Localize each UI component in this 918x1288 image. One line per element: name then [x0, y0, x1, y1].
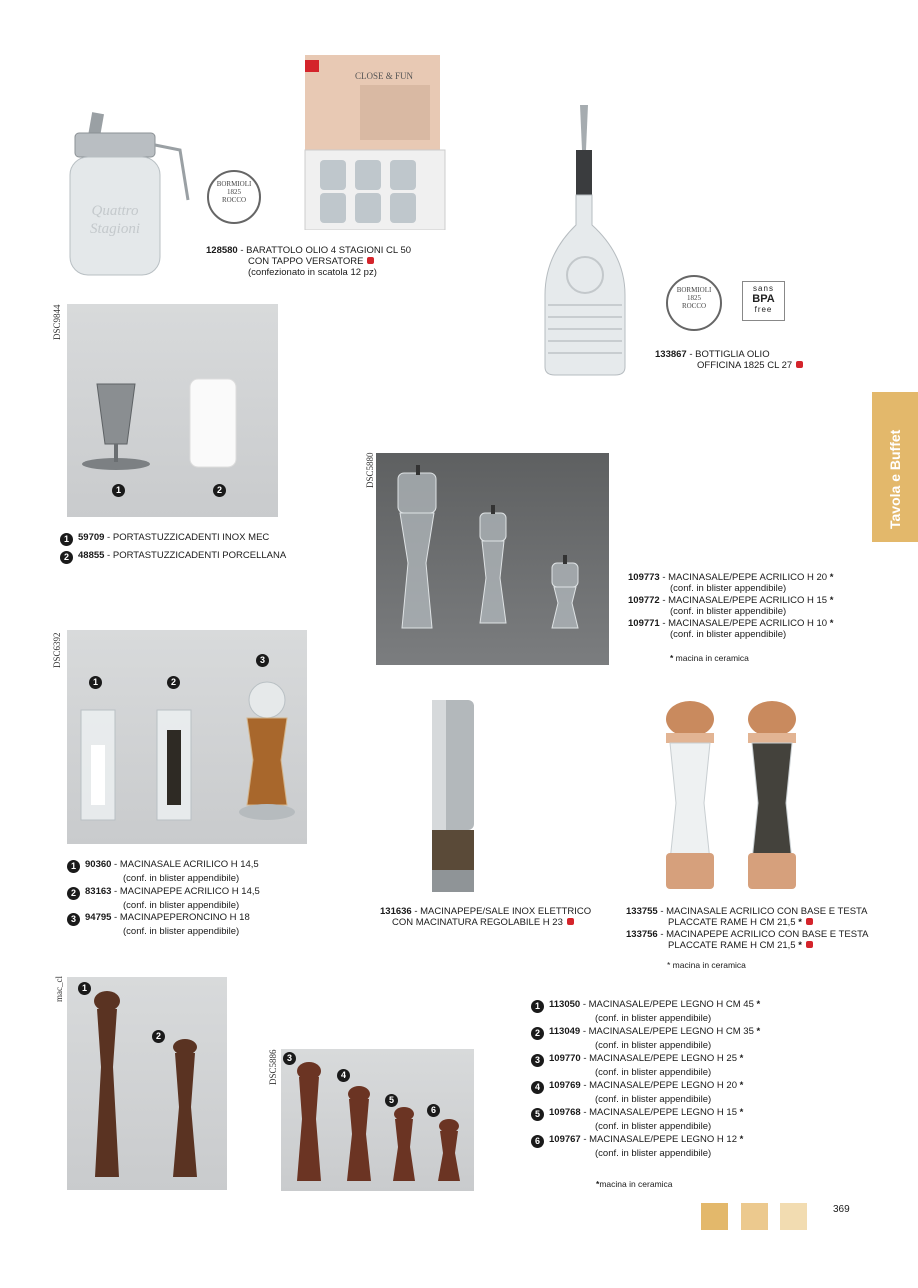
- ceramic-note: * macina in ceramica: [667, 960, 746, 970]
- marker-3: 3: [283, 1052, 296, 1065]
- electric-mill-image: [428, 698, 478, 895]
- caption-133867: 133867 - BOTTIGLIA OLIO OFFICINA 1825 CL 27: [655, 349, 803, 371]
- caption-toothpick-1: 1 59709 - PORTASTUZZICADENTI INOX MEC: [60, 532, 269, 546]
- photo-code-dsc6392: DSC6392: [52, 632, 62, 668]
- bormioli-stamp-2: BORMIOLI 1825 ROCCO: [666, 275, 722, 331]
- marker-6: 6: [427, 1104, 440, 1117]
- svg-text:Quattro: Quattro: [91, 203, 139, 219]
- section-tab: [872, 392, 918, 542]
- ceramic-note: *macina in ceramica: [596, 1179, 673, 1189]
- marker-5: 5: [385, 1094, 398, 1107]
- marker-1: 1: [112, 484, 125, 497]
- display-box-title: CLOSE & FUN: [355, 71, 414, 81]
- new-dot: [806, 918, 813, 925]
- copper-mills-image: [660, 693, 810, 893]
- photo-code-dsc9844: DSC9844: [52, 304, 62, 340]
- color-swatch-2: [741, 1203, 768, 1230]
- wood-mills-small-photo: [281, 1049, 474, 1191]
- color-swatch-1: [701, 1203, 728, 1230]
- small-mills-photo: [67, 630, 307, 844]
- wood-mills-tall-photo: [67, 977, 227, 1190]
- svg-text:Stagioni: Stagioni: [89, 221, 141, 237]
- ceramic-note: * macina in ceramica: [670, 653, 749, 663]
- caption-128580: 128580 - BARATTOLO OLIO 4 STAGIONI CL 50 CON TAPPO VERSATORE (confezionato in scatola 12 pz): [206, 245, 412, 278]
- marker-2: 2: [152, 1030, 165, 1043]
- acrylic-mills-photo: [376, 453, 609, 665]
- marker-3: 3: [256, 654, 269, 667]
- color-swatch-3: [780, 1203, 807, 1230]
- oil-jar-image: [60, 105, 195, 280]
- toothpick-photo: [67, 304, 278, 517]
- caption-toothpick-2: 2 48855 - PORTASTUZZICADENTI PORCELLANA: [60, 550, 286, 564]
- photo-code-dsc5880: DSC5880: [365, 452, 375, 488]
- bormioli-stamp: BORMIOLI 1825 ROCCO: [207, 170, 261, 224]
- new-dot: [567, 918, 574, 925]
- marker-1: 1: [89, 676, 102, 689]
- section-tab-label: Tavola e Buffet: [887, 429, 903, 529]
- marker-1: 1: [78, 982, 91, 995]
- display-box-image: [300, 55, 450, 230]
- bpa-free-badge: sans BPA free: [742, 281, 785, 321]
- oil-bottle-image: [540, 105, 630, 380]
- photo-code-mac-cl: mac_cl: [54, 976, 64, 1002]
- marker-4: 4: [337, 1069, 350, 1082]
- caption-131636: 131636 - MACINAPEPE/SALE INOX ELETTRICO CON MACINATURA REGOLABILE H 23: [380, 906, 592, 928]
- page-number: 369: [833, 1204, 850, 1215]
- new-dot: [796, 361, 803, 368]
- marker-2: 2: [213, 484, 226, 497]
- new-dot: [806, 941, 813, 948]
- new-dot: [367, 257, 374, 264]
- photo-code-dsc5886: DSC5886: [268, 1049, 278, 1085]
- marker-2: 2: [167, 676, 180, 689]
